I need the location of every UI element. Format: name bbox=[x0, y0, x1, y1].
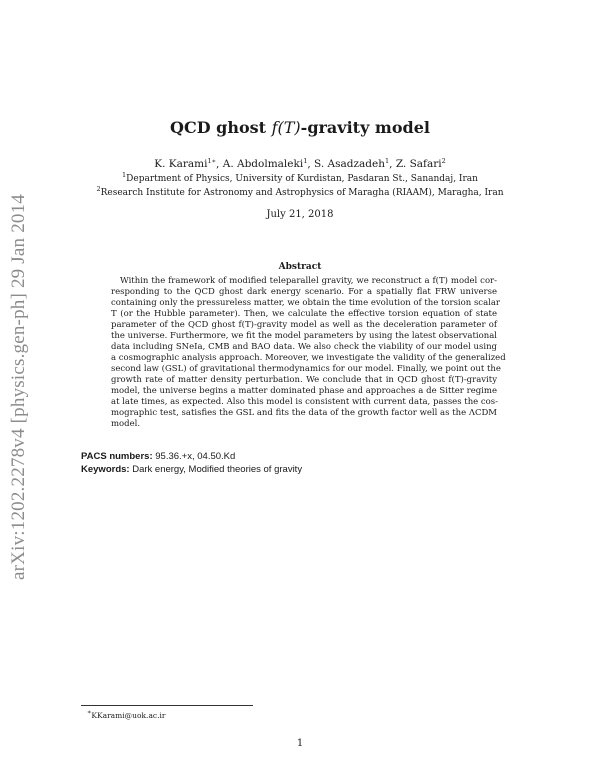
abstract-heading: Abstract bbox=[278, 262, 322, 272]
author-name: A. Abdolmaleki bbox=[222, 158, 304, 170]
author-affil-mark: 2 bbox=[441, 157, 446, 165]
pacs-label: PACS numbers: bbox=[81, 451, 153, 462]
paper-title bbox=[0, 118, 600, 137]
keywords-value: Dark energy, Modified theories of gravity bbox=[132, 464, 303, 475]
abstract-line: parameter of the QCD ghost f(T)-gravity model as well as the deceleration parameter of bbox=[111, 320, 497, 330]
pacs-value: 95.36.+x, 04.50.Kd bbox=[155, 451, 236, 462]
author-name: S. Asadzadeh bbox=[314, 158, 385, 170]
affiliation bbox=[0, 171, 600, 184]
abstract-line: data including SNeIa, CMB and BAO data. We also check the viability of our model using bbox=[111, 342, 497, 352]
footnote-email: KKarami@uok.ac.ir bbox=[91, 711, 166, 720]
abstract-line: growth rate of matter density perturbation. We conclude that in QCD ghost f(T)-gravity bbox=[111, 375, 497, 385]
arxiv-identifier: arXiv:1202.2278v4 [physics.gen-ph] 29 Jan 2014 bbox=[8, 194, 29, 580]
affiliation-mark: 1 bbox=[122, 171, 127, 179]
footnote-mark: ∗ bbox=[87, 708, 92, 716]
author-name: Z. Safari bbox=[395, 158, 442, 170]
title-suffix: -gravity model bbox=[300, 118, 430, 137]
abstract-line: mographic test, satisfies the GSL and fits the data of the growth factor well as the ΛCDM bbox=[111, 408, 497, 418]
page-number: 1 bbox=[296, 738, 304, 749]
abstract-line: the universe. Furthermore, we fit the model parameters by using the latest observational bbox=[111, 331, 497, 341]
keywords-line bbox=[81, 464, 302, 475]
footnote-divider bbox=[81, 705, 253, 706]
abstract-line: responding to the QCD ghost dark energy scenario. For a spatially flat FRW universe bbox=[111, 287, 497, 297]
keywords-label: Keywords: bbox=[81, 464, 130, 475]
abstract-line: at late times, as expected. Also this model is consistent with current data, passes the cos- bbox=[111, 397, 499, 407]
affiliation-text: Department of Physics, University of Kurdistan, Pasdaran St., Sanandaj, Iran bbox=[126, 174, 478, 184]
pacs-line bbox=[81, 451, 235, 462]
title-prefix: QCD ghost bbox=[170, 118, 272, 137]
abstract-line: model. bbox=[111, 419, 141, 429]
abstract-line: model, the universe begins a matter dominated phase and approaches a de Sitter regime bbox=[111, 386, 497, 396]
author-affil-mark: 1 bbox=[384, 157, 390, 165]
abstract-line: second law (GSL) of gravitational thermodynamics for our model. Finally, we point out the bbox=[111, 364, 501, 374]
footnote bbox=[87, 708, 165, 720]
affiliation bbox=[0, 185, 600, 198]
abstract-line: containing only the pressureless matter, we obtain the time evolution of the torsion scalar bbox=[111, 298, 500, 308]
author-name: K. Karami bbox=[154, 158, 208, 170]
author-affil-mark: 1 bbox=[303, 157, 308, 165]
affiliation-text: Research Institute for Astronomy and Astrophysics of Maragha (RIAAM), Maragha, Iran bbox=[100, 188, 504, 198]
author-affil-mark: 1∗ bbox=[207, 157, 217, 165]
author-list: K. Karami$^{1∗}$, A. Abdolmaleki$^1$, S. Asadzadeh$^1$, Z. Safari$^2$ bbox=[154, 157, 446, 170]
paper-date: July 21, 2018 bbox=[266, 209, 334, 220]
abstract-line: a cosmographic analysis approach. Moreover, we investigate the validity of the generalized bbox=[111, 353, 506, 363]
abstract-line: Within the framework of modified teleparallel gravity, we reconstruct a f(T) model cor- bbox=[120, 276, 497, 286]
abstract-line: T (or the Hubble parameter). Then, we calculate the effective torsion equation of state bbox=[111, 309, 497, 319]
title-math: f(T) bbox=[271, 118, 301, 137]
affiliation-mark: 2 bbox=[96, 185, 101, 193]
